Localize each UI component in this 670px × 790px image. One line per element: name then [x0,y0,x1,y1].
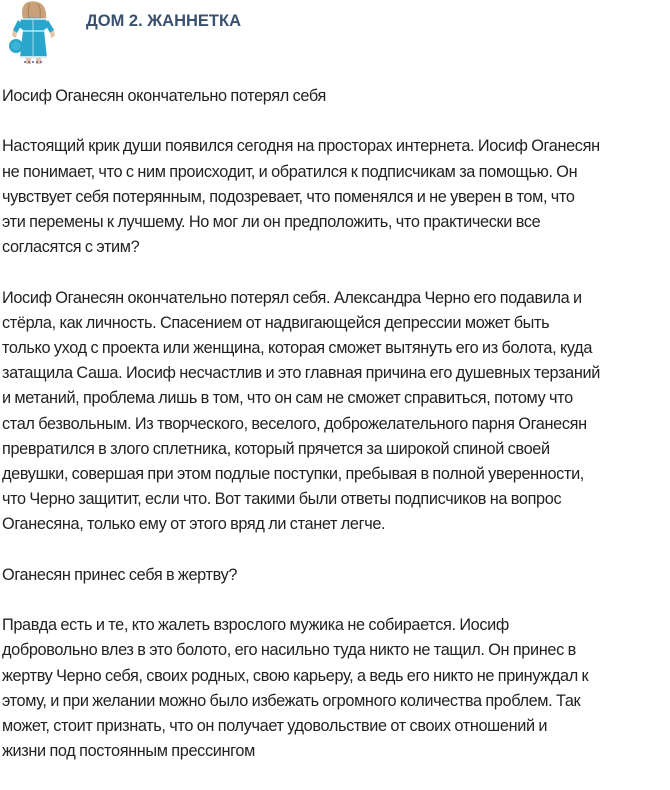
paragraph-line: Иосиф Оганесян окончательно потерял себя. Александра Черно его подавила и [2,288,582,307]
paragraph-line: девушки, совершая при этом подлые поступки, пребывая в полной уверенности, [2,465,584,484]
paragraph-2 [2,286,670,538]
paragraph-line: согласятся с этим? [2,238,140,257]
paragraph-line: жизни под постоянным прессингом [2,742,255,761]
paragraph-line: Настоящий крик души появился сегодня на просторах интернета. Иосиф Оганесян [2,137,600,156]
paragraph-line: эти перемены к лучшему. Но мог ли он предположить, что практически все [2,213,541,231]
article-title-text: Иосиф Оганесян окончательно потерял себя [2,87,327,105]
channel-avatar[interactable] [4,0,64,66]
paragraph-line: затащила Саша. Иосиф несчастлив и это главная причина его душевных терзаний [2,364,601,383]
paragraph-line: не понимает, что с ним происходит, и обратился к подписчикам за помощью. Он [2,162,578,181]
paragraph-line: этому, и при желании можно было избежать огромного количества проблем. Так [2,691,581,710]
article-subtitle-text: Оганесян принес себя в жертву? [2,565,238,584]
paragraph-line: и метаний, проблема лишь в том, что он сам не сможет справиться, потому что [2,389,573,408]
paragraph-line: что Черно защитит, если что. Вот такими были ответы подписчиков на вопрос [2,490,562,509]
article-title [2,84,670,109]
woman-in-blue-dress-avatar-icon [4,0,64,66]
channel-title[interactable]: ДОМ 2. ЖАННЕТКА [86,12,241,30]
paragraph-3 [2,613,670,764]
article-body [2,84,670,790]
paragraph-line: Оганесяна, только ему от этого вряд ли станет легче. [2,515,386,534]
paragraph-line: жертву Черно себя, своих родных, свою карьеру, а ведь его никто не принуждал к [2,666,589,685]
paragraph-line: только уход с проекта или женщина, которая сможет вытянуть его из болота, куда [2,339,593,357]
paragraph-line: может, стоит признать, что он получает удовольствие от своих отношений и [2,717,548,736]
article-subtitle [2,563,670,588]
paragraph-line: стёрла, как личность. Спасением от надвигающейся депрессии может быть [2,313,550,332]
paragraph-line: чувствует себя потерянным, подозревает, что поменялся и не уверен в том, что [2,187,575,206]
paragraph-line: стал безвольным. Из творческого, веселого, доброжелательного парня Оганесян [2,414,587,433]
paragraph-line: превратился в злого сплетника, который прячется за широкой спиной своей [2,439,550,458]
paragraph-line: добровольно влез в это болото, его насильно туда никто не тащил. Он принес в [2,641,576,660]
post-header [0,0,670,70]
paragraph-1 [2,134,670,260]
paragraph-line: Правда есть и те, кто жалеть взрослого мужика не собирается. Иосиф [2,616,509,635]
